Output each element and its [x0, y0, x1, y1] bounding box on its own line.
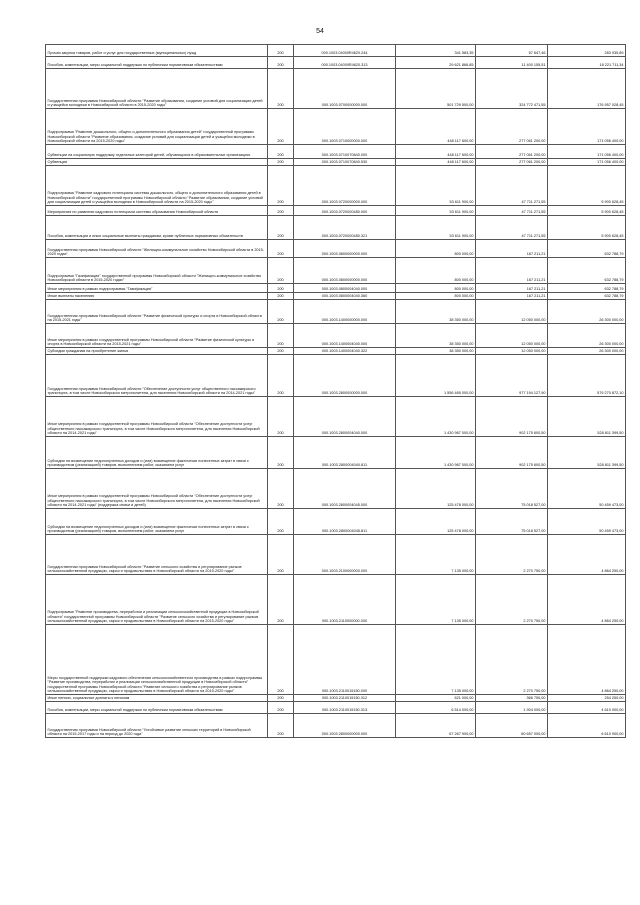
row-remaining-amount-cell: 26 300 000,00 — [548, 324, 626, 348]
row-remaining-amount-cell: 4 610 000,00 — [548, 702, 626, 714]
row-executed-amount-cell: 902 175 600,50 — [476, 437, 548, 469]
page-number: 54 — [316, 28, 324, 35]
row-executed-amount-cell: 167 211,21 — [476, 284, 548, 293]
row-remaining-amount-cell: 26 300 000,00 — [548, 348, 626, 355]
row-classifier-cell: 000.1003.0710000000.000 — [294, 109, 396, 145]
row-approved-amount-cell: 53 611 900,00 — [396, 166, 476, 206]
table-row — [46, 293, 626, 300]
row-name-cell: Государственная программа Новосибирской области "Обеспечение доступности услуг общественного пассажирского транспорта, в том числе Новосибирского метрополитена, для населения Новосибирской области на 2014-2021 годы" — [46, 355, 268, 397]
row-approved-amount-cell: 7 135 000,00 — [396, 625, 476, 695]
row-remaining-amount-cell: 4 864 250,00 — [548, 625, 626, 695]
row-approved-amount-cell: 38 350 000,00 — [396, 348, 476, 355]
row-code-cell: 200 — [268, 625, 294, 695]
row-executed-amount-cell: 75 018 527,00 — [476, 469, 548, 509]
row-approved-amount-cell: 800 000,00 — [396, 240, 476, 258]
row-remaining-amount-cell: 4 864 250,00 — [548, 575, 626, 625]
row-name-cell: Иные мероприятия в рамках государственной программы Новосибирской области "Обеспечение доступности услуг общественного пассажирского транспорта, в том числе Новосибирского метрополитена, для населения Новосибирской области на 2014-2021 годы" (поддержка семьи и детей) — [46, 469, 268, 509]
budget-table — [45, 44, 626, 738]
row-classifier-cell: 000.1003.2110015150.000 — [294, 625, 396, 695]
row-classifier-cell: 000.1003.0710070840.530 — [294, 159, 396, 166]
row-executed-amount-cell: 11 400 155,51 — [476, 57, 548, 69]
row-name-cell: Подпрограмма "Развитие производства, переработки и реализации сельскохозяйственной продукции в Новосибирской области" государственной программы Новосибирской области "Развитие сельского хозяйства и регулирование рынков сельскохозяйственной продукции, сырья и продовольствия в Новосибирской области на 2015-2020 годы" — [46, 575, 268, 625]
row-remaining-amount-cell: 176 957 028,45 — [548, 69, 626, 109]
row-name-cell: Подпрограмма "Развитие кадрового потенциала системы дошкольного, общего и дополнительного образования детей в Новосибирской области" государственной программы Новосибирской области "Развитие образования, создание условий для социализации детей и учащейся молодежи в Новосибирской области на 2015-2020 годы" — [46, 166, 268, 206]
row-classifier-cell: 000.1003.2800000000.000 — [294, 714, 396, 738]
row-name-cell: Иные пенсии, социальные доплаты к пенсиям — [46, 695, 268, 702]
row-approved-amount-cell: 29 621 866,85 — [396, 57, 476, 69]
row-executed-amount-cell: 167 211,21 — [476, 258, 548, 284]
table-row — [46, 714, 626, 738]
table-row — [46, 300, 626, 324]
row-code-cell: 200 — [268, 258, 294, 284]
row-remaining-amount-cell: 632 788,79 — [548, 258, 626, 284]
table-row — [46, 397, 626, 437]
table-row — [46, 159, 626, 166]
row-remaining-amount-cell: 254 250,00 — [548, 695, 626, 702]
row-executed-amount-cell: 47 711 271,55 — [476, 166, 548, 206]
row-approved-amount-cell: 800 000,00 — [396, 284, 476, 293]
row-code-cell: 200 — [268, 206, 294, 216]
budget-table-body — [46, 45, 626, 738]
row-code-cell: 200 — [268, 216, 294, 240]
row-name-cell: Пособия, компенсации, меры социальной поддержки по публичным нормативным обязательствам — [46, 702, 268, 714]
table-row — [46, 702, 626, 714]
row-code-cell: 200 — [268, 355, 294, 397]
row-remaining-amount-cell: 5 900 628,45 — [548, 216, 626, 240]
table-row — [46, 348, 626, 355]
row-code-cell: 200 — [268, 324, 294, 348]
table-row — [46, 109, 626, 145]
row-classifier-cell: 000.1003.0800004040.000 — [294, 284, 396, 293]
row-remaining-amount-cell: 5 900 628,45 — [548, 166, 626, 206]
row-name-cell: Подпрограмма "Развитие дошкольного, общего и дополнительного образования детей" государственной программы Новосибирской области "Развитие образования, создание условий для социализации детей и учащейся молодежи в Новосибирской области на 2015-2020 годы" — [46, 109, 268, 145]
table-row — [46, 216, 626, 240]
row-executed-amount-cell: 12 050 000,00 — [476, 300, 548, 324]
row-remaining-amount-cell: 171 056 400,00 — [548, 159, 626, 166]
row-name-cell: Пособия, компенсации, меры социальной поддержки по публичным нормативным обязательствам — [46, 57, 268, 69]
row-approved-amount-cell: 38 350 000,00 — [396, 324, 476, 348]
row-code-cell: 200 — [268, 714, 294, 738]
row-executed-amount-cell: 57 647,46 — [476, 45, 548, 57]
row-name-cell: Субвенции на социальную поддержку отдельных категорий детей, обучающихся в образовательных организациях — [46, 145, 268, 159]
row-executed-amount-cell: 1 904 000,00 — [476, 702, 548, 714]
row-approved-amount-cell: 1 430 987 000,00 — [396, 397, 476, 437]
table-row — [46, 437, 626, 469]
row-executed-amount-cell: 167 211,21 — [476, 240, 548, 258]
table-row — [46, 469, 626, 509]
row-executed-amount-cell: 277 061 200,00 — [476, 109, 548, 145]
row-classifier-cell: 000.1003.0800004040.360 — [294, 293, 396, 300]
row-code-cell: 200 — [268, 293, 294, 300]
row-classifier-cell: 000.1003.2800000000.000 — [294, 355, 396, 397]
row-remaining-amount-cell: 528 811 399,50 — [548, 437, 626, 469]
row-name-cell: Субсидии на возмещение недополученных доходов и (или) возмещение фактически понесенных затрат в связи с производством (реализацией) товаров, выполнением работ, оказанием услуг — [46, 509, 268, 535]
table-row — [46, 509, 626, 535]
row-classifier-cell: 000.1003.0720000480.321 — [294, 216, 396, 240]
row-classifier-cell: 000.1003.2800004045.000 — [294, 469, 396, 509]
row-executed-amount-cell: 12 050 000,00 — [476, 348, 548, 355]
row-approved-amount-cell: 67 267 900,00 — [396, 714, 476, 738]
row-classifier-cell: 000.1003.0700000000.000 — [294, 69, 396, 109]
row-approved-amount-cell: 448 117 600,00 — [396, 145, 476, 159]
row-remaining-amount-cell: 26 300 000,00 — [548, 300, 626, 324]
row-classifier-cell: 000.1003.0720000480.000 — [294, 206, 396, 216]
row-name-cell: Иные выплаты населению — [46, 293, 268, 300]
row-code-cell: 200 — [268, 145, 294, 159]
row-name-cell: Государственная программа Новосибирской области "Развитие физической культуры и спорта в Новосибирской области на 2015-2021 годы" — [46, 300, 268, 324]
row-classifier-cell: 000.1003.0800000000.000 — [294, 240, 396, 258]
row-remaining-amount-cell: 50 459 473,00 — [548, 509, 626, 535]
row-classifier-cell: 000.1003.2110015150.313 — [294, 702, 396, 714]
row-approved-amount-cell: 7 135 000,00 — [396, 575, 476, 625]
row-approved-amount-cell: 125 478 000,00 — [396, 509, 476, 535]
row-executed-amount-cell: 12 050 000,00 — [476, 324, 548, 348]
table-row — [46, 45, 626, 57]
row-approved-amount-cell: 621 000,00 — [396, 695, 476, 702]
row-code-cell: 200 — [268, 109, 294, 145]
table-row — [46, 69, 626, 109]
row-code-cell: 200 — [268, 45, 294, 57]
table-row — [46, 695, 626, 702]
row-executed-amount-cell: 277 061 200,00 — [476, 145, 548, 159]
row-code-cell: 200 — [268, 695, 294, 702]
row-name-cell: Иные мероприятия в рамках государственной программы Новосибирской области "Обеспечение доступности услуг общественного пассажирского транспорта, в том числе Новосибирского метрополитена, для населения Новосибирской области на 2014-2021 годы" — [46, 397, 268, 437]
row-classifier-cell: 000.1003.2800004040.000 — [294, 397, 396, 437]
row-code-cell: 200 — [268, 509, 294, 535]
row-classifier-cell: 000.1003.1400004040.000 — [294, 324, 396, 348]
row-remaining-amount-cell: 171 056 400,00 — [548, 109, 626, 145]
row-code-cell: 200 — [268, 348, 294, 355]
table-row — [46, 57, 626, 69]
row-classifier-cell: 000.1003.1400004040.322 — [294, 348, 396, 355]
row-classifier-cell: 000.1003.04000R4620.313 — [294, 57, 396, 69]
row-remaining-amount-cell: 171 056 400,00 — [548, 145, 626, 159]
row-approved-amount-cell: 53 611 900,00 — [396, 206, 476, 216]
row-executed-amount-cell: 902 175 600,50 — [476, 397, 548, 437]
row-executed-amount-cell: 167 211,21 — [476, 293, 548, 300]
row-approved-amount-cell: 800 000,00 — [396, 293, 476, 300]
row-name-cell: Субвенции — [46, 159, 268, 166]
row-code-cell: 200 — [268, 69, 294, 109]
row-code-cell: 200 — [268, 57, 294, 69]
row-code-cell: 200 — [268, 284, 294, 293]
row-remaining-amount-cell: 579 270 872,10 — [548, 355, 626, 397]
row-classifier-cell: 000.1003.04000R4620.244 — [294, 45, 396, 57]
row-classifier-cell: 000.1003.2800004040.811 — [294, 437, 396, 469]
row-code-cell: 200 — [268, 437, 294, 469]
row-name-cell: Государственная программа Новосибирской области "Устойчивое развитие сельских территорий в Новосибирской области на 2015-2017 годы и на период до 2020 года" — [46, 714, 268, 738]
row-executed-amount-cell: 2 270 750,00 — [476, 625, 548, 695]
table-row — [46, 240, 626, 258]
row-name-cell: Пособия, компенсации и иные социальные выплаты гражданам, кроме публичных нормативных обязательств — [46, 216, 268, 240]
row-classifier-cell: 000.1003.2100000000.000 — [294, 535, 396, 575]
row-code-cell: 200 — [268, 469, 294, 509]
row-name-cell: Государственная программа Новосибирской области "Жилищно-коммунальное хозяйство Новосибирской области в 2015-2020 годах" — [46, 240, 268, 258]
row-executed-amount-cell: 324 772 471,55 — [476, 69, 548, 109]
row-approved-amount-cell: 448 117 600,00 — [396, 109, 476, 145]
row-classifier-cell: 000.1003.0800000000.000 — [294, 258, 396, 284]
row-classifier-cell: 000.1003.2110000000.000 — [294, 575, 396, 625]
row-name-cell: Прочая закупка товаров, работ и услуг для государственных (муниципальных) нужд — [46, 45, 268, 57]
row-approved-amount-cell: 448 117 600,00 — [396, 159, 476, 166]
row-executed-amount-cell: 75 018 527,00 — [476, 509, 548, 535]
row-executed-amount-cell: 2 270 750,00 — [476, 535, 548, 575]
row-classifier-cell: 000.1003.2800004045.811 — [294, 509, 396, 535]
row-remaining-amount-cell: 528 811 399,50 — [548, 397, 626, 437]
row-code-cell: 200 — [268, 702, 294, 714]
table-row — [46, 355, 626, 397]
row-classifier-cell: 000.1003.2110015150.312 — [294, 695, 396, 702]
row-approved-amount-cell: 125 478 000,00 — [396, 469, 476, 509]
row-executed-amount-cell: 47 711 271,55 — [476, 216, 548, 240]
row-name-cell: Субсидии на возмещение недополученных доходов и (или) возмещение фактически понесенных затрат в связи с производством (реализацией) товаров, выполнением работ, оказанием услуг — [46, 437, 268, 469]
row-classifier-cell: 000.1003.0710070840.000 — [294, 145, 396, 159]
row-classifier-cell: 000.1003.0720000000.000 — [294, 166, 396, 206]
row-name-cell: Меры государственной поддержки кадрового обеспечения сельскохозяйственного производства в рамках подпрограммы "Развитие производства, переработки и реализации сельскохозяйственной продукции в Новосибирской области" государственной программы Новосибирской области "Развитие сельского хозяйства и регулирование рынков сельскохозяйственной продукции, сырья и продовольствия в Новосибирской области на 2015-2020 годы" — [46, 625, 268, 695]
row-name-cell: Субсидии гражданам на приобретение жилья — [46, 348, 268, 355]
row-remaining-amount-cell: 4 864 250,00 — [548, 535, 626, 575]
row-approved-amount-cell: 1 430 987 000,00 — [396, 437, 476, 469]
row-remaining-amount-cell: 632 788,79 — [548, 240, 626, 258]
table-row — [46, 324, 626, 348]
row-remaining-amount-cell: 632 788,79 — [548, 284, 626, 293]
row-name-cell: Иные мероприятия в рамках государственной программы Новосибирской области "Развитие физической культуры и спорта в Новосибирской области на 2015-2021 годы" — [46, 324, 268, 348]
row-remaining-amount-cell: 632 788,79 — [548, 293, 626, 300]
table-row — [46, 575, 626, 625]
table-row — [46, 535, 626, 575]
row-code-cell: 200 — [268, 159, 294, 166]
row-name-cell: Мероприятия по развитию кадрового потенциала системы образования Новосибирской области — [46, 206, 268, 216]
row-name-cell: Иные мероприятия в рамках подпрограммы "Газификация" — [46, 284, 268, 293]
row-name-cell: Государственная программа Новосибирской области "Развитие образования, создание условий для социализации детей и учащейся молодежи в Новосибирской области в 2015-2020 годы" — [46, 69, 268, 109]
row-approved-amount-cell: 341 583,35 — [396, 45, 476, 57]
row-approved-amount-cell: 6 514 000,00 — [396, 702, 476, 714]
row-classifier-cell: 000.1003.1400000000.000 — [294, 300, 396, 324]
row-approved-amount-cell: 800 000,00 — [396, 258, 476, 284]
row-code-cell: 200 — [268, 535, 294, 575]
row-approved-amount-cell: 501 729 500,00 — [396, 69, 476, 109]
row-executed-amount-cell: 47 711 271,55 — [476, 206, 548, 216]
row-executed-amount-cell: 366 750,00 — [476, 695, 548, 702]
row-code-cell: 200 — [268, 166, 294, 206]
table-row — [46, 145, 626, 159]
row-code-cell: 200 — [268, 240, 294, 258]
table-row — [46, 206, 626, 216]
row-remaining-amount-cell: 18 221 711,34 — [548, 57, 626, 69]
row-approved-amount-cell: 53 611 900,00 — [396, 216, 476, 240]
row-remaining-amount-cell: 50 459 473,00 — [548, 469, 626, 509]
table-row — [46, 284, 626, 293]
row-name-cell: Государственная программа Новосибирской области "Развитие сельского хозяйства и регулирование рынков сельскохозяйственной продукции, сырья и продовольствия в Новосибирской области на 2015-2020 годы" — [46, 535, 268, 575]
row-code-cell: 200 — [268, 397, 294, 437]
row-approved-amount-cell: 38 350 000,00 — [396, 300, 476, 324]
row-remaining-amount-cell: 283 935,89 — [548, 45, 626, 57]
row-approved-amount-cell: 7 135 000,00 — [396, 535, 476, 575]
row-name-cell: Подпрограмма "Газификация" государственной программы Новосибирской области "Жилищно-коммунальное хозяйство Новосибирской области в 2015-2020 годах" — [46, 258, 268, 284]
row-approved-amount-cell: 1 556 465 000,00 — [396, 355, 476, 397]
row-remaining-amount-cell: 5 900 628,45 — [548, 206, 626, 216]
row-executed-amount-cell: 977 194 127,90 — [476, 355, 548, 397]
row-code-cell: 200 — [268, 575, 294, 625]
table-row — [46, 166, 626, 206]
row-executed-amount-cell: 60 657 000,00 — [476, 714, 548, 738]
table-row — [46, 258, 626, 284]
row-executed-amount-cell: 277 061 200,00 — [476, 159, 548, 166]
table-row — [46, 625, 626, 695]
row-executed-amount-cell: 2 270 750,00 — [476, 575, 548, 625]
row-remaining-amount-cell: 6 610 900,00 — [548, 714, 626, 738]
row-code-cell: 200 — [268, 300, 294, 324]
